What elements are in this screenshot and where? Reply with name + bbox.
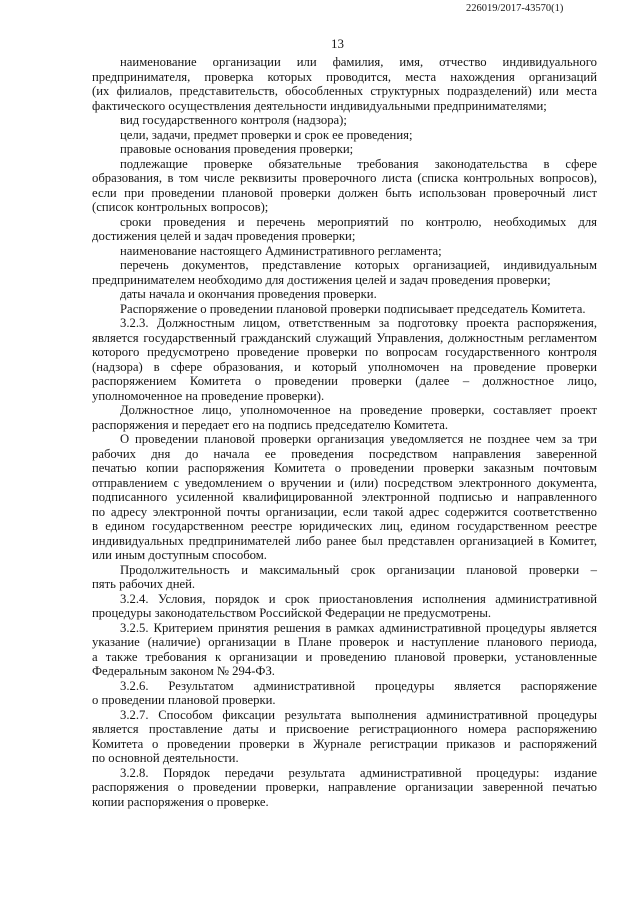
text-line: 3.2.8. Порядок передачи результата административной процедуры: издание bbox=[120, 765, 597, 780]
text-line: 3.2.6. Результатом административной процедуры является распоряжение bbox=[120, 678, 597, 693]
section-3-2-6 bbox=[92, 679, 597, 708]
text-line: пять рабочих дней. bbox=[92, 577, 196, 591]
list-item-requirements bbox=[92, 157, 597, 215]
section-3-2-3 bbox=[92, 316, 597, 403]
paragraph-notification bbox=[92, 432, 597, 563]
text-line: достижения целей и задач проведения проверки; bbox=[92, 229, 356, 243]
text-line: печатью копии распоряжения Комитета о проведении проверки заказным почтовым bbox=[92, 461, 597, 475]
text-line: цели, задачи, предмет проверки и срок ее проведения; bbox=[120, 127, 413, 142]
text-line: по адресу электронной почты организации, если такой адрес содержится соответственно bbox=[92, 504, 597, 519]
text-line: Федеральным законом № 294-ФЗ. bbox=[92, 664, 275, 678]
text-line: если при проведении плановой проверки должен быть использован проверочный лист bbox=[92, 185, 597, 200]
text-line: Комитета о проведении проверки в Журнале регистрации приказов и распоряжений bbox=[92, 736, 597, 751]
text-line: указание (наличие) организации в Плане проверок и наступление планового периода, bbox=[92, 635, 597, 649]
text-line: (их филиалов, представительств, обособленных структурных подразделений) или места bbox=[92, 84, 597, 98]
text-line: или иным доступным способом. bbox=[92, 548, 267, 562]
section-3-2-5 bbox=[92, 621, 597, 679]
text-line: предпринимателя, проверка которых проводится, места нахождения организаций bbox=[92, 69, 597, 84]
text-line: вид государственного контроля (надзора); bbox=[120, 113, 347, 127]
text-line: Продолжительность и максимальный срок организации плановой проверки – bbox=[120, 562, 597, 577]
text-line: о проведении плановой проверки. bbox=[92, 693, 276, 707]
text-line: образования, в том числе реквизиты проверочного листа (списка контрольных вопросов), bbox=[92, 171, 597, 185]
text-line: индивидуальных предпринимателей либо ранее был представлен организацией в Комитет, bbox=[92, 533, 597, 548]
paragraph-duration bbox=[92, 563, 597, 592]
list-item-goals bbox=[92, 128, 597, 143]
list-item-control-type bbox=[92, 113, 597, 128]
text-line: в едином государственном реестре юридических лиц, едином государственном реестре bbox=[92, 519, 597, 533]
text-line: отправлением с уведомлением о вручении и (или) посредством электронного документа, bbox=[92, 475, 597, 490]
text-line: Должностное лицо, уполномоченное на проведение проверки, составляет проект bbox=[120, 403, 597, 417]
page-number: 13 bbox=[331, 36, 344, 51]
text-line: копии распоряжения о проверке. bbox=[92, 794, 269, 809]
text-line: 3.2.5. Критерием принятия решения в рамках административной процедуры является bbox=[120, 620, 597, 635]
text-line: подписанного усиленной квалифицированной электронной подписью и направленного bbox=[92, 490, 597, 504]
text-line: правовые основания проведения проверки; bbox=[120, 142, 354, 156]
text-line: О проведении плановой проверки организация уведомляется не позднее чем за три bbox=[120, 432, 597, 446]
text-line: по основной деятельности. bbox=[92, 751, 239, 765]
list-item-dates bbox=[92, 287, 597, 302]
text-line: (список контрольных вопросов); bbox=[92, 200, 269, 214]
section-3-2-4 bbox=[92, 592, 597, 621]
text-line: Распоряжение о проведении плановой проверки подписывает председатель Комитета. bbox=[120, 301, 586, 316]
text-line: подлежащие проверке обязательные требования законодательства в сфере bbox=[120, 156, 597, 171]
text-line: а также требования к организации и проведению плановой проверки, установленные bbox=[92, 649, 597, 664]
section-3-2-8 bbox=[92, 766, 597, 810]
list-item-organization-name bbox=[92, 55, 597, 113]
text-line: сроки проведения и перечень мероприятий по контролю, необходимых для bbox=[120, 214, 597, 229]
text-line: 3.2.4. Условия, порядок и срок приостановления исполнения административной bbox=[120, 591, 597, 606]
document-number: 226019/2017-43570(1) bbox=[466, 3, 564, 14]
text-line: фактического осуществления деятельности индивидуальными предпринимателями; bbox=[92, 98, 547, 113]
text-line: является государственный гражданский служащий Управления, должностным регламентом bbox=[92, 330, 597, 345]
text-line: распоряжением Комитета о проведении проверки (далее – должностное лицо, bbox=[92, 374, 597, 388]
text-line: которого предусмотрено проведение проверки по вопросам государственного контроля bbox=[92, 345, 597, 359]
list-item-terms bbox=[92, 215, 597, 244]
text-line: уполномоченное на проведение проверки). bbox=[92, 388, 325, 403]
text-line: наименование организации или фамилия, имя, отчество индивидуального bbox=[120, 55, 597, 69]
text-line: (надзора) в сфере образования, и который уполномочен на проведение проверки bbox=[92, 359, 597, 374]
list-item-regulation-name bbox=[92, 244, 597, 259]
text-line: предпринимателем необходимо для достижения целей и задач проведения проверки; bbox=[92, 272, 551, 287]
list-item-legal-grounds bbox=[92, 142, 597, 157]
paragraph-official-drafts bbox=[92, 403, 597, 432]
paragraph-signature bbox=[92, 302, 597, 317]
text-line: распоряжения и передает его на подпись председателю Комитета. bbox=[92, 417, 449, 432]
text-line: наименование настоящего Административного регламента; bbox=[120, 243, 442, 258]
text-line: перечень документов, представление которых организацией, индивидуальным bbox=[120, 258, 597, 272]
list-item-documents bbox=[92, 258, 597, 287]
text-line: 3.2.3. Должностным лицом, ответственным за подготовку проекта распоряжения, bbox=[120, 316, 597, 330]
text-line: даты начала и окончания проведения проверки. bbox=[120, 287, 377, 301]
document-body bbox=[92, 55, 597, 809]
section-3-2-7 bbox=[92, 708, 597, 766]
text-line: распоряжения о проведении проверки, направление организации заверенной печатью bbox=[92, 780, 597, 794]
text-line: процедуры законодательством Российской Федерации не предусмотрены. bbox=[92, 606, 492, 620]
text-line: 3.2.7. Способом фиксации результата выполнения административной процедуры bbox=[120, 707, 597, 722]
text-line: является проставление даты и присвоение регистрационного номера распоряжению bbox=[92, 722, 597, 736]
text-line: рабочих дня до начала ее проведения посредством направления заверенной bbox=[92, 446, 597, 461]
